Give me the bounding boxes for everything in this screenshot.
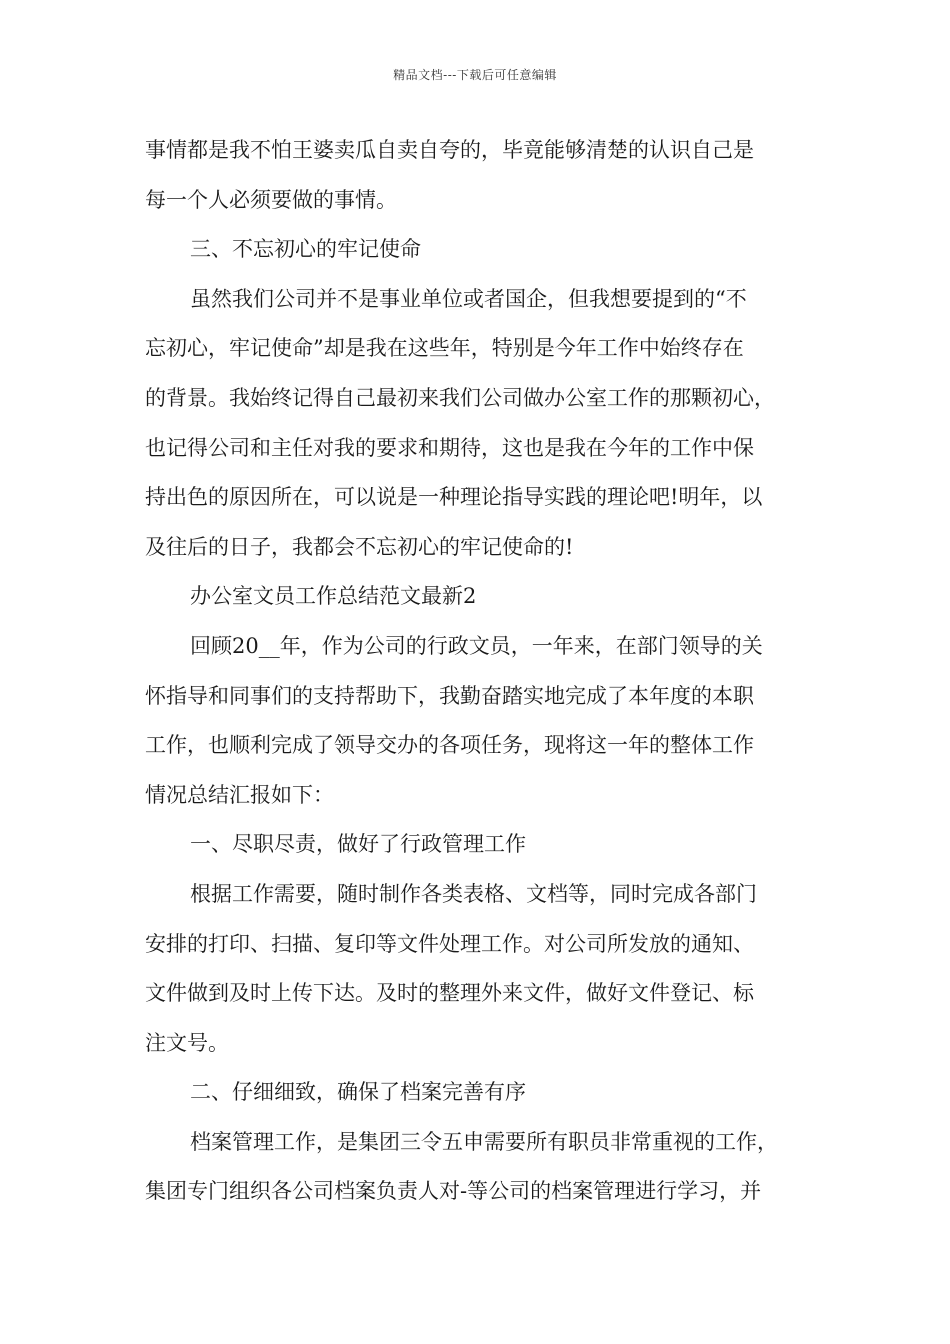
text-line: 工作，也顺利完成了领导交办的各项任务，现将这一年的整体工作 — [145, 733, 754, 758]
page-header: 精品文档---下载后可任意编辑 — [393, 68, 557, 82]
text-line: 及往后的日子，我都会不忘初心的牢记使命的! — [145, 534, 574, 559]
text-line: 怀指导和同事们的支持帮助下，我勤奋踏实地完成了本年度的本职 — [145, 683, 754, 708]
text-line: 安排的打印、扫描、复印等文件处理工作。对公司所发放的通知、 — [145, 931, 754, 956]
text-line: 每一个人必须要做的事情。 — [145, 187, 397, 212]
section-heading: 一、尽职尽责，做好了行政管理工作 — [190, 832, 526, 857]
text-line: 也记得公司和主任对我的要求和期待，这也是我在今年的工作中保 — [145, 435, 754, 460]
document-body — [145, 126, 825, 1217]
section-heading: 三、不忘初心的牢记使命 — [190, 237, 421, 262]
text-line: 集团专门组织各公司档案负责人对-等公司的档案管理进行学习，并 — [145, 1179, 762, 1204]
text-line: 事情都是我不怕王婆卖瓜自卖自夸的，毕竟能够清楚的认识自己是 — [145, 138, 754, 162]
text-line: 档案管理工作，是集团三令五申需要所有职员非常重视的工作， — [190, 1129, 778, 1154]
text-line: 忘初心，牢记使命”却是我在这些年，特别是今年工作中始终存在 — [145, 336, 744, 361]
text-line: 文件做到及时上传下达。及时的整理外来文件，做好文件登记、标 — [145, 981, 754, 1006]
text-line: 注文号。 — [145, 1030, 229, 1055]
section-heading: 二、仔细细致，确保了档案完善有序 — [190, 1080, 526, 1105]
text-line: 的背景。我始终记得自己最初来我们公司做办公室工作的那颗初心， — [145, 385, 775, 410]
text-line: 回顾20__年，作为公司的行政文员，一年来，在部门领导的关 — [190, 633, 763, 658]
article-title: 办公室文员工作总结范文最新2 — [190, 584, 477, 609]
text-line: 持出色的原因所在，可以说是一种理论指导实践的理论吧!明年，以 — [145, 485, 763, 510]
text-line: 情况总结汇报如下： — [145, 782, 334, 807]
text-line: 根据工作需要，随时制作各类表格、文档等，同时完成各部门 — [190, 881, 757, 906]
text-line: 虽然我们公司并不是事业单位或者国企，但我想要提到的“不 — [190, 286, 747, 311]
